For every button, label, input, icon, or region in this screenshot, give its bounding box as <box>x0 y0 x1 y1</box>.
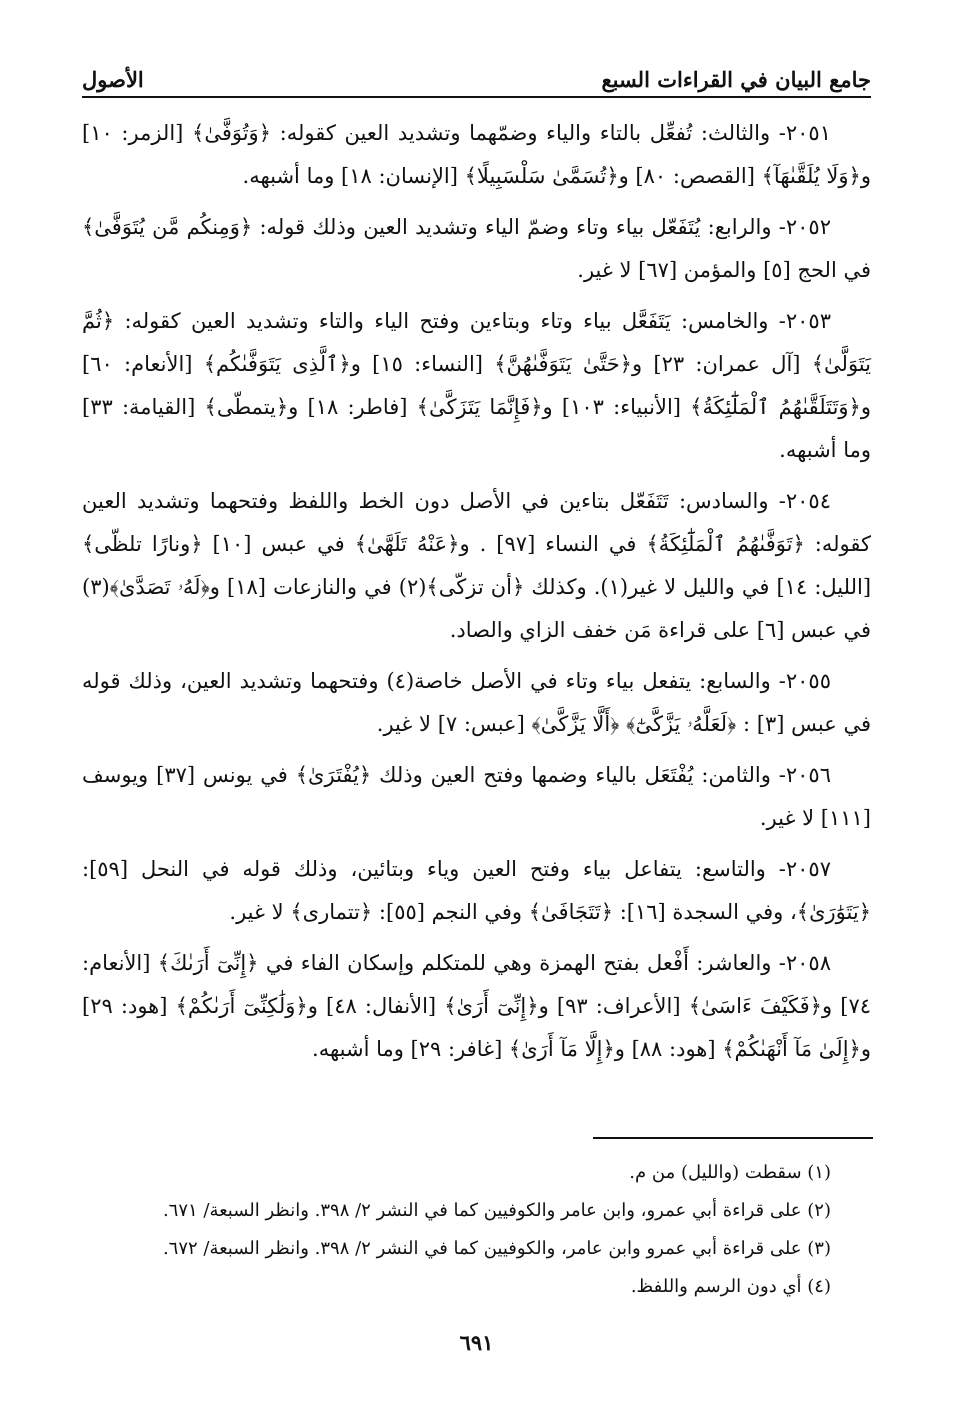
page-number: ٦٩١ <box>459 1330 494 1355</box>
footnote-1: (١) سقطت (والليل) من م. <box>629 1162 831 1183</box>
paragraph-2052: ٢٠٥٢- والرابع: يُتَفَعّل بياء وتاء وضمّ الياء وتشديد العين وذلك قوله: ﴿وَمِنكُم مَّن يُتَوَفَّىٰ﴾ في الحج [٥] والمؤمن [٦٧] لا غير. <box>82 215 871 282</box>
footnote-2: (٢) على قراءة أبي عمرو، وابن عامر والكوفيين كما في النشر ٢/ ٣٩٨. وانظر السبعة/ ٦٧١. <box>162 1200 831 1221</box>
footnotes <box>82 1154 871 1306</box>
main-text <box>82 112 871 1079</box>
footnote-3: (٣) على قراءة أبي عمرو وابن عامر، والكوفيين كما في النشر ٢/ ٣٩٨. وانظر السبعة/ ٦٧٢. <box>162 1238 831 1259</box>
footnote-4: (٤) أي دون الرسم واللفظ. <box>630 1276 831 1297</box>
section-title: الأصول <box>82 67 144 92</box>
header-divider <box>82 96 871 98</box>
footnote-divider <box>593 1137 873 1139</box>
paragraph-2057: ٢٠٥٧- والتاسع: يتفاعل بياء وفتح العين وياء وبتائين، وذلك قوله في النحل [٥٩]: ﴿يَتَوَٰرَىٰ﴾، وفي السجدة [١٦]: ﴿تَتَجَافَىٰ﴾ وفي النجم [٥٥]: ﴿تتمارى﴾ لا غير. <box>82 857 871 924</box>
book-title: جامع البيان في القراءات السبع <box>601 67 871 92</box>
running-header <box>82 52 871 92</box>
paragraph-2054: ٢٠٥٤- والسادس: تَتَفَعّل بتاءين في الأصل دون الخط واللفظ وفتحهما وتشديد العين كقوله: ﴿تَوَفَّىٰهُمُ ٱلْمَلَٰٓئِكَةُ﴾ في النساء [٩٧] . و﴿عَنْهُ تَلَهَّىٰ﴾ في عبس [١٠] ﴿ونارًا تلظّى﴾ [الليل: ١٤] في والليل لا غير(١). وكذلك ﴿أن تزكّى﴾(٢) في والنازعات [١٨] و﴿لَهُۥ تَصَدَّىٰ﴾(٣) في عبس [٦] على قراءة مَن خفف الزاي والصاد. <box>82 489 872 642</box>
paragraph-2055: ٢٠٥٥- والسابع: يتفعل بياء وتاء في الأصل خاصة(٤) وفتحهما وتشديد العين، وذلك قوله في عبس [٣] : ﴿لَعَلَّهُۥ يَزَّكَّىٰٓ﴾ ﴿أَلَّا يَزَّكَّىٰ﴾ [عبس: ٧] لا غير. <box>82 669 871 736</box>
paragraph-2053: ٢٠٥٣- والخامس: يَتَفَعَّل بياء وتاء وبتاءين وفتح الياء والتاء وتشديد العين كقوله: ﴿ثُمَّ يَتَوَلَّىٰ﴾ [آل عمران: ٢٣] و﴿حَتَّىٰ يَتَوَفَّىٰهُنَّ﴾ [النساء: ١٥] و﴿ٱلَّذِى يَتَوَفَّىٰكُم﴾ [الأنعام: ٦٠] و﴿وَتَتَلَقَّىٰهُمُ ٱلْمَلَٰٓئِكَةُ﴾ [الأنبياء: ١٠٣] و﴿فَإِنَّمَا يَتَزَكَّىٰ﴾ [فاطر: ١٨] و﴿يتمطّى﴾ [القيامة: ٣٣] وما أشبهه. <box>82 309 871 462</box>
paragraph-2056: ٢٠٥٦- والثامن: يُفْتَعَل بالياء وضمها وفتح العين وذلك ﴿يُفْتَرَىٰ﴾ في يونس [٣٧] ويوسف [١١١] لا غير. <box>82 763 871 830</box>
paragraph-2051: ٢٠٥١- والثالث: تُفعِّل بالتاء والياء وضمّهما وتشديد العين كقوله: ﴿وَتُوَفَّىٰ﴾ [الزمر: ١٠] و﴿وَلَا يُلَقَّىٰهَآ﴾ [القصص: ٨٠] و﴿تُسَمَّىٰ سَلْسَبِيلًا﴾ [الإنسان: ١٨] وما أشبهه. <box>82 121 871 188</box>
paragraph-2058: ٢٠٥٨- والعاشر: أَفْعل بفتح الهمزة وهي للمتكلم وإسكان الفاء في ﴿إِنِّىٓ أَرَىٰكَ﴾ [الأنعام: ٧٤] و﴿فَكَيْفَ ءَاسَىٰ﴾ [الأعراف: ٩٣] و﴿إِنِّىٓ أَرَىٰ﴾ [الأنفال: ٤٨] و﴿وَلَٰكِنِّىٓ أَرَىٰكُمْ﴾ [هود: ٢٩] و﴿إِلَىٰ مَآ أَنْهَىٰكُمْ﴾ [هود: ٨٨] و﴿إِلَّا مَآ أَرَىٰ﴾ [غافر: ٢٩] وما أشبهه. <box>82 951 872 1061</box>
